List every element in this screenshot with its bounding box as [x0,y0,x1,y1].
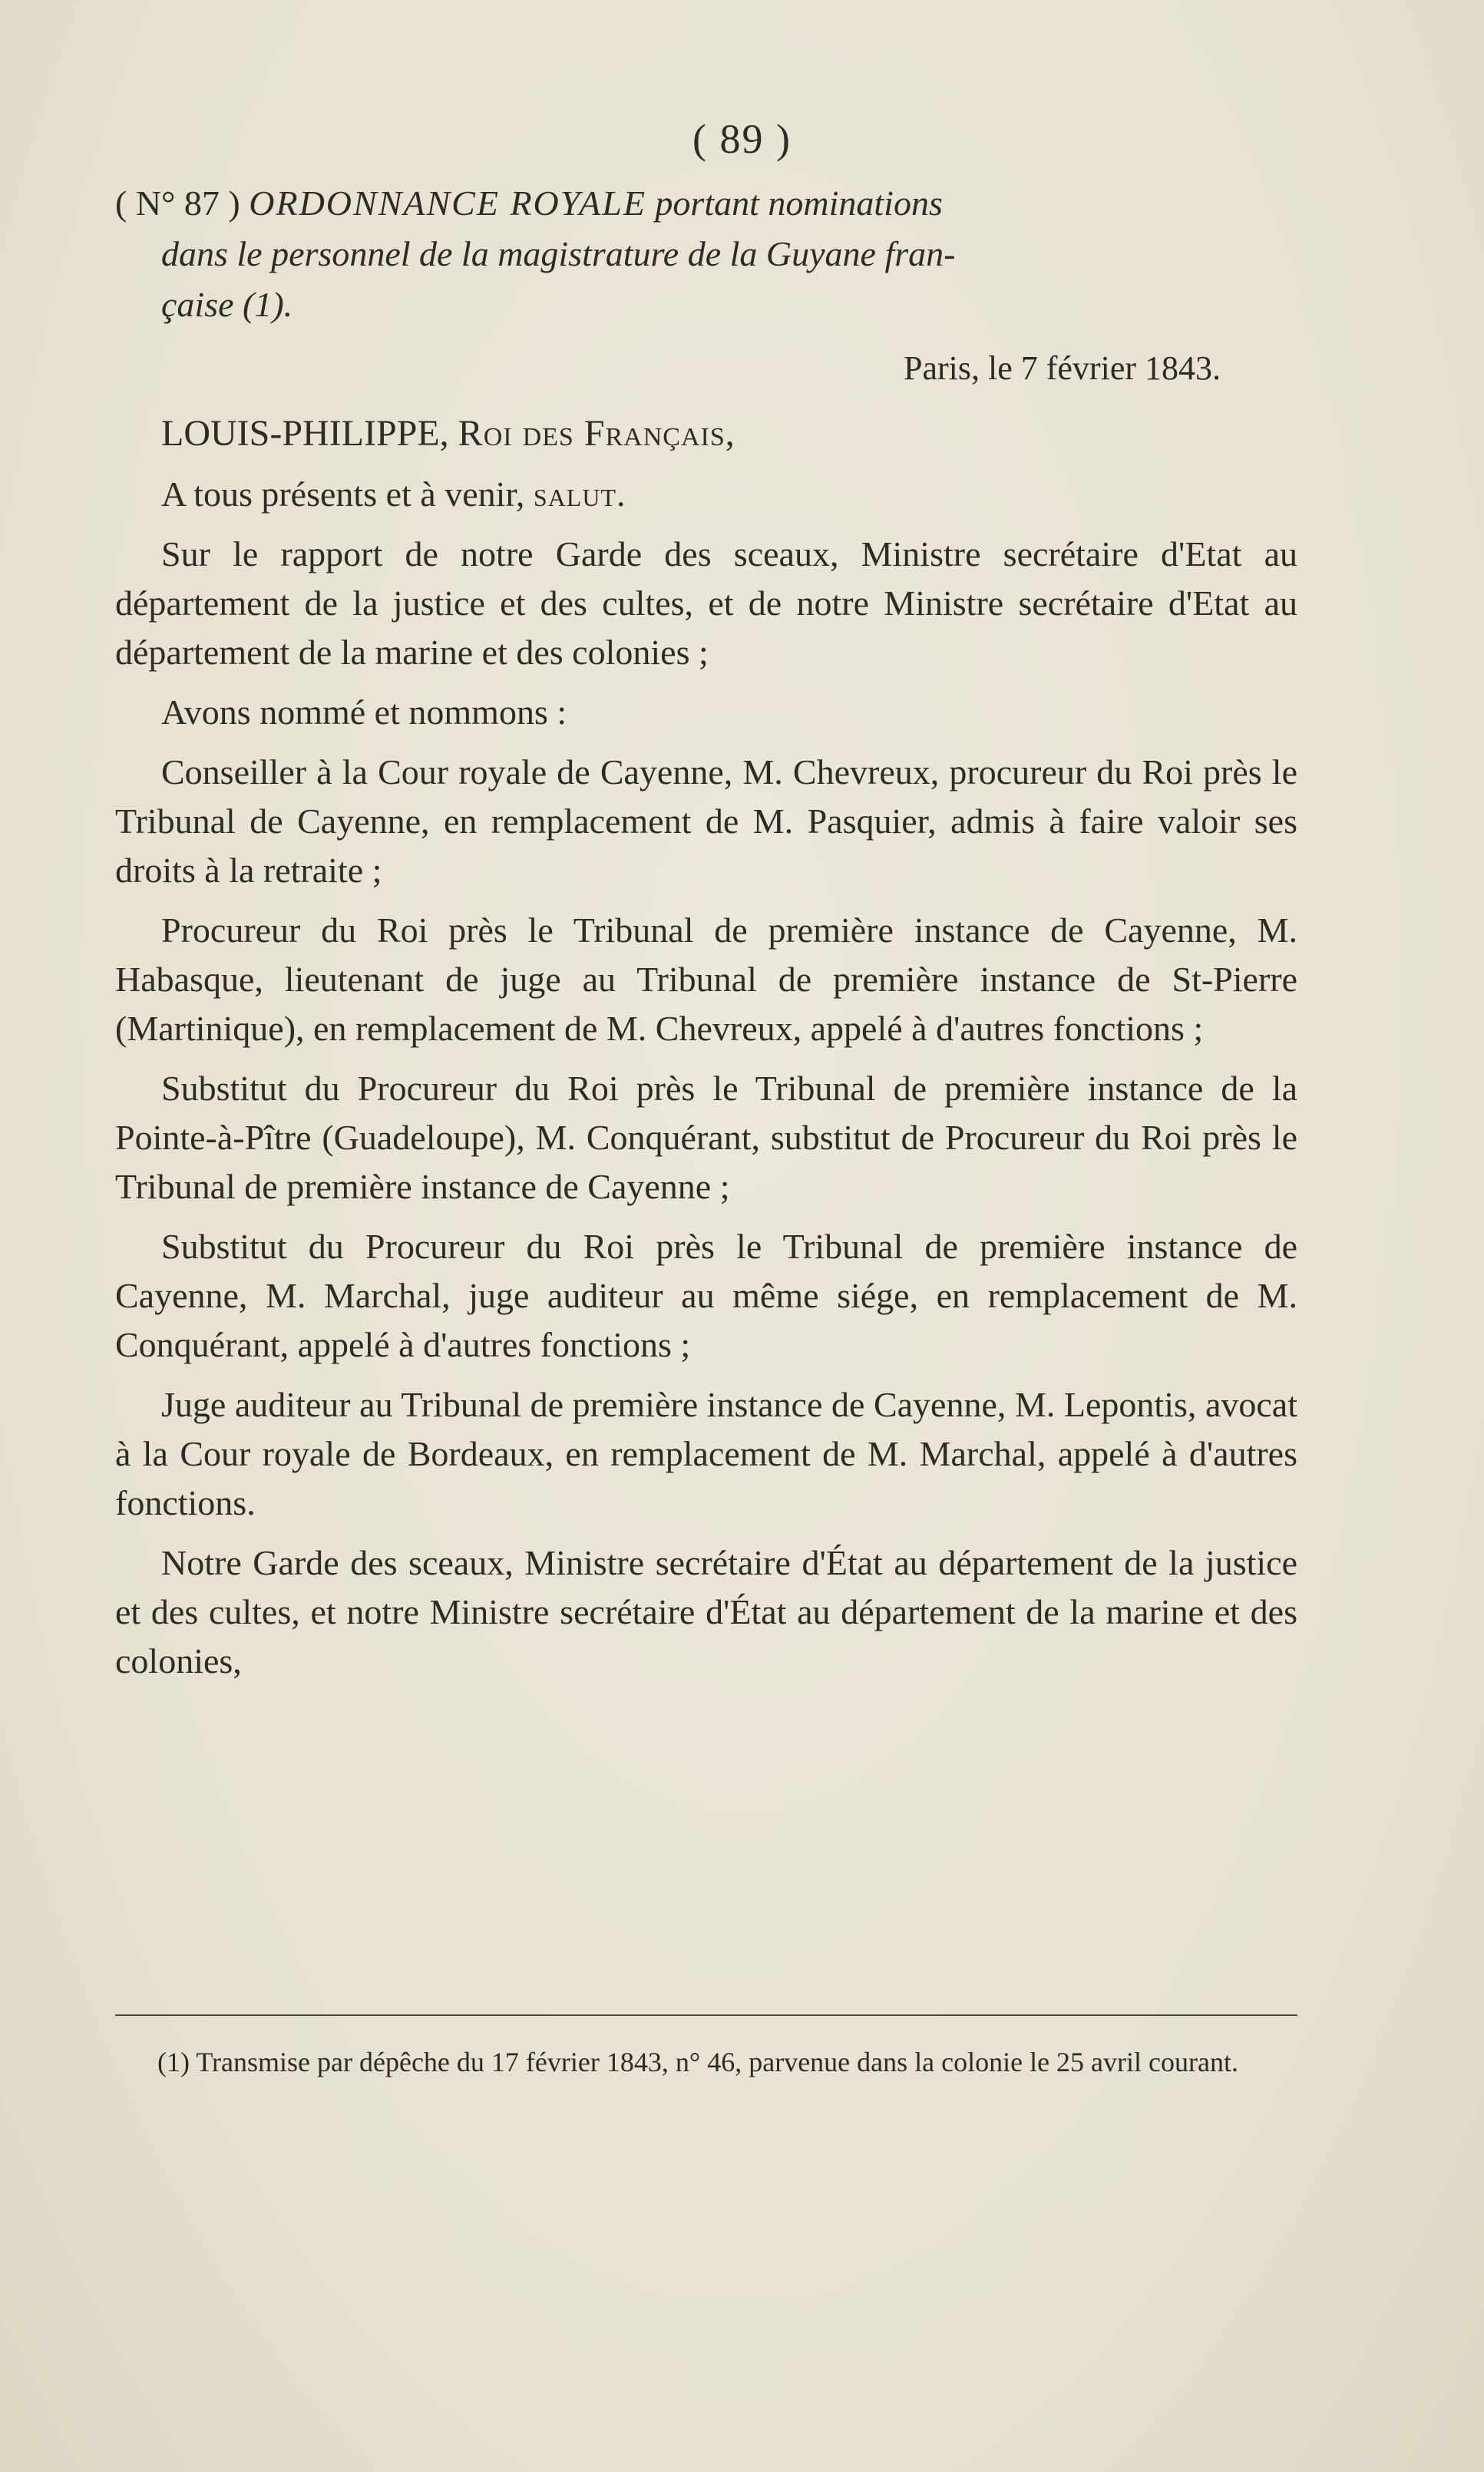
title-line-2: dans le personnel de la magistrature de la Guyane fran- [161,234,956,273]
title-line-1 [115,178,1297,229]
ordinance-heading: ORDONNANCE ROYALE [249,183,646,223]
paragraph-conseiller: Conseiller à la Cour royale de Cayenne, M. Chevreux, procureur du Roi près le Tribunal de Cayenne, en remplacement de M. Pasquier, admis à faire valoir ses droits à la retraite ; [115,752,1297,890]
paragraph-garde-des-sceaux: Notre Garde des sceaux, Ministre secrétaire d'État au département de la justice et des cultes, et notre Ministre secrétaire d'État au département de la marine et des colonies, [115,1543,1297,1680]
paragraph-nommons: Avons nommé et nommons : [161,692,567,732]
salut-line [115,470,1297,519]
date-line: Paris, le 7 février 1843. [904,349,1221,387]
king-title: Roi des Français, [458,413,735,454]
paragraph-juge-auditeur: Juge auditeur au Tribunal de première instance de Cayenne, M. Lepontis, avocat à la Cour royale de Bordeaux, en remplacement de M. Marchal, appelé à d'autres fonctions. [115,1385,1297,1522]
salut-text: A tous présents et à venir, [161,474,525,514]
title-line-3: çaise (1). [161,285,293,324]
paragraph-substitut-pointe-a-pitre: Substitut du Procureur du Roi près le Tribunal de première instance de la Pointe-à-Pître (Guadeloupe), M. Conquérant, substitut de Procureur du Roi près le Tribunal de première instance de Cayenne ; [115,1069,1297,1206]
footnote-divider [115,2014,1297,2016]
paragraph-procureur: Procureur du Roi près le Tribunal de première instance de Cayenne, M. Habasque, lieutenant de juge au Tribunal de première instance de St-Pierre (Martinique), en remplacement de M. Chevreux, appelé à d'autres fonctions ; [115,910,1297,1048]
ordinance-title [115,178,1297,330]
salut-word: salut. [533,474,626,514]
paragraph-rapport: Sur le rapport de notre Garde des sceaux, Ministre secrétaire d'Etat au département de la justice et des cultes, et de notre Ministre secrétaire d'Etat au département de la marine et des colonies ; [115,534,1297,672]
document-body [115,178,1297,1686]
king-line [115,408,1297,459]
title-rest: portant nominations [655,183,943,223]
page-number: ( 89 ) [692,116,792,162]
king-name: LOUIS-PHILIPPE, [161,413,449,454]
ordinance-number: ( N° 87 ) [115,183,240,223]
paragraph-substitut-cayenne: Substitut du Procureur du Roi près le Tribunal de première instance de Cayenne, M. Marchal, juge auditeur au même siége, en remplacement de M. Conquérant, appelé à d'autres fonctions ; [115,1227,1297,1364]
footnote: (1) Transmise par dépêche du 17 février 1843, n° 46, parvenue dans la colonie le 25 avril courant. [157,2047,1238,2077]
